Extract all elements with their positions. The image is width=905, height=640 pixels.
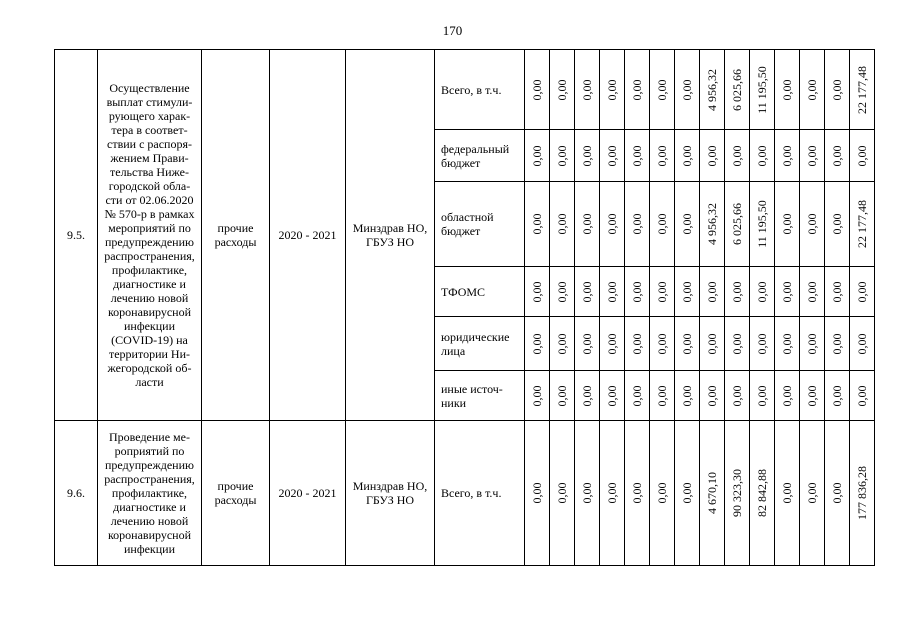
value-cell: 4 956,32	[700, 50, 725, 130]
value-cell: 0,00	[800, 371, 825, 421]
value-cell: 0,00	[825, 371, 850, 421]
value-cell: 0,00	[675, 317, 700, 371]
value-cell: 0,00	[800, 50, 825, 130]
source-label: иные источ-ники	[435, 371, 525, 421]
value-cell: 0,00	[775, 317, 800, 371]
value-cell: 0,00	[750, 267, 775, 317]
value-cell: 0,00	[750, 130, 775, 182]
value-cell: 22 177,48	[850, 182, 875, 267]
value-cell: 0,00	[700, 267, 725, 317]
source-label: Всего, в т.ч.	[435, 50, 525, 130]
value-cell: 0,00	[650, 421, 675, 566]
value-cell: 0,00	[525, 421, 550, 566]
value-cell: 0,00	[850, 267, 875, 317]
value-cell: 0,00	[675, 371, 700, 421]
value-cell: 0,00	[725, 130, 750, 182]
value-cell: 0,00	[525, 267, 550, 317]
value-cell: 0,00	[825, 421, 850, 566]
value-cell: 0,00	[550, 421, 575, 566]
value-cell: 0,00	[650, 267, 675, 317]
value-cell: 0,00	[675, 182, 700, 267]
value-cell: 0,00	[825, 317, 850, 371]
source-label: ТФОМС	[435, 267, 525, 317]
executor: Минздрав НО, ГБУЗ НО	[346, 421, 435, 566]
value-cell: 0,00	[625, 50, 650, 130]
value-cell: 0,00	[575, 267, 600, 317]
value-cell: 0,00	[625, 267, 650, 317]
value-cell: 0,00	[775, 50, 800, 130]
value-cell: 0,00	[600, 130, 625, 182]
value-cell: 0,00	[600, 371, 625, 421]
value-cell: 0,00	[600, 421, 625, 566]
value-cell: 0,00	[800, 182, 825, 267]
source-label: Всего, в т.ч.	[435, 421, 525, 566]
value-cell: 0,00	[825, 267, 850, 317]
value-cell: 0,00	[575, 50, 600, 130]
value-cell: 0,00	[550, 267, 575, 317]
row-number: 9.5.	[55, 50, 98, 421]
period: 2020 - 2021	[270, 50, 346, 421]
value-cell: 0,00	[650, 317, 675, 371]
value-cell: 0,00	[700, 371, 725, 421]
value-cell: 0,00	[525, 50, 550, 130]
value-cell: 0,00	[575, 317, 600, 371]
value-cell: 0,00	[625, 421, 650, 566]
value-cell: 4 956,32	[700, 182, 725, 267]
value-cell: 0,00	[600, 182, 625, 267]
value-cell: 0,00	[800, 130, 825, 182]
value-cell: 6 025,66	[725, 182, 750, 267]
period: 2020 - 2021	[270, 421, 346, 566]
value-cell: 0,00	[625, 182, 650, 267]
value-cell: 177 836,28	[850, 421, 875, 566]
financing-table	[54, 49, 875, 566]
page-number: 170	[442, 23, 463, 38]
value-cell: 0,00	[725, 371, 750, 421]
value-cell: 0,00	[750, 317, 775, 371]
value-cell: 0,00	[850, 371, 875, 421]
table-row	[55, 50, 875, 130]
value-cell: 0,00	[650, 371, 675, 421]
value-cell: 0,00	[775, 182, 800, 267]
value-cell: 0,00	[825, 130, 850, 182]
value-cell: 0,00	[625, 130, 650, 182]
value-cell: 0,00	[700, 130, 725, 182]
value-cell: 0,00	[600, 50, 625, 130]
measure-name: Осуществление выплат стимули-рующего харак-тера в соответ-ствии с распоря-жением Прави-тельства Ниже-городской обла-сти от 02.06.2020 № 570-р в рамках мероприятий по предупреждению распространения, профилактике, диагностике и лечению новой коронавирусной инфекции (COVID-19) на территории Ни-жегородской об-ласти	[98, 50, 202, 421]
value-cell: 22 177,48	[850, 50, 875, 130]
value-cell: 0,00	[575, 182, 600, 267]
value-cell: 0,00	[700, 317, 725, 371]
table-row	[55, 421, 875, 566]
value-cell: 0,00	[550, 182, 575, 267]
value-cell: 0,00	[525, 317, 550, 371]
value-cell: 0,00	[600, 317, 625, 371]
value-cell: 0,00	[575, 130, 600, 182]
value-cell: 0,00	[775, 371, 800, 421]
value-cell: 0,00	[525, 371, 550, 421]
value-cell: 0,00	[650, 130, 675, 182]
value-cell: 0,00	[675, 267, 700, 317]
value-cell: 82 842,88	[750, 421, 775, 566]
value-cell: 0,00	[775, 421, 800, 566]
value-cell: 0,00	[650, 50, 675, 130]
value-cell: 0,00	[850, 130, 875, 182]
value-cell: 0,00	[600, 267, 625, 317]
value-cell: 0,00	[825, 182, 850, 267]
value-cell: 6 025,66	[725, 50, 750, 130]
value-cell: 4 670,10	[700, 421, 725, 566]
value-cell: 11 195,50	[750, 182, 775, 267]
value-cell: 0,00	[725, 267, 750, 317]
value-cell: 0,00	[825, 50, 850, 130]
value-cell: 0,00	[725, 317, 750, 371]
executor: Минздрав НО, ГБУЗ НО	[346, 50, 435, 421]
value-cell: 0,00	[775, 267, 800, 317]
value-cell: 0,00	[675, 130, 700, 182]
measure-name: Проведение ме-роприятий по предупреждению распространения, профилактике, диагностике и лечению новой коронавирусной инфекции	[98, 421, 202, 566]
value-cell: 0,00	[625, 317, 650, 371]
source-label: областной бюджет	[435, 182, 525, 267]
value-cell: 0,00	[550, 50, 575, 130]
value-cell: 0,00	[525, 130, 550, 182]
value-cell: 11 195,50	[750, 50, 775, 130]
value-cell: 0,00	[550, 371, 575, 421]
expense-type: прочие расходы	[202, 50, 270, 421]
value-cell: 0,00	[575, 421, 600, 566]
value-cell: 0,00	[800, 317, 825, 371]
value-cell: 0,00	[675, 421, 700, 566]
value-cell: 0,00	[775, 130, 800, 182]
source-label: федеральный бюджет	[435, 130, 525, 182]
value-cell: 0,00	[575, 371, 600, 421]
value-cell: 90 323,30	[725, 421, 750, 566]
value-cell: 0,00	[550, 130, 575, 182]
source-label: юридические лица	[435, 317, 525, 371]
expense-type: прочие расходы	[202, 421, 270, 566]
value-cell: 0,00	[625, 371, 650, 421]
value-cell: 0,00	[650, 182, 675, 267]
value-cell: 0,00	[850, 317, 875, 371]
row-number: 9.6.	[55, 421, 98, 566]
value-cell: 0,00	[800, 267, 825, 317]
value-cell: 0,00	[800, 421, 825, 566]
value-cell: 0,00	[525, 182, 550, 267]
value-cell: 0,00	[750, 371, 775, 421]
value-cell: 0,00	[550, 317, 575, 371]
value-cell: 0,00	[675, 50, 700, 130]
